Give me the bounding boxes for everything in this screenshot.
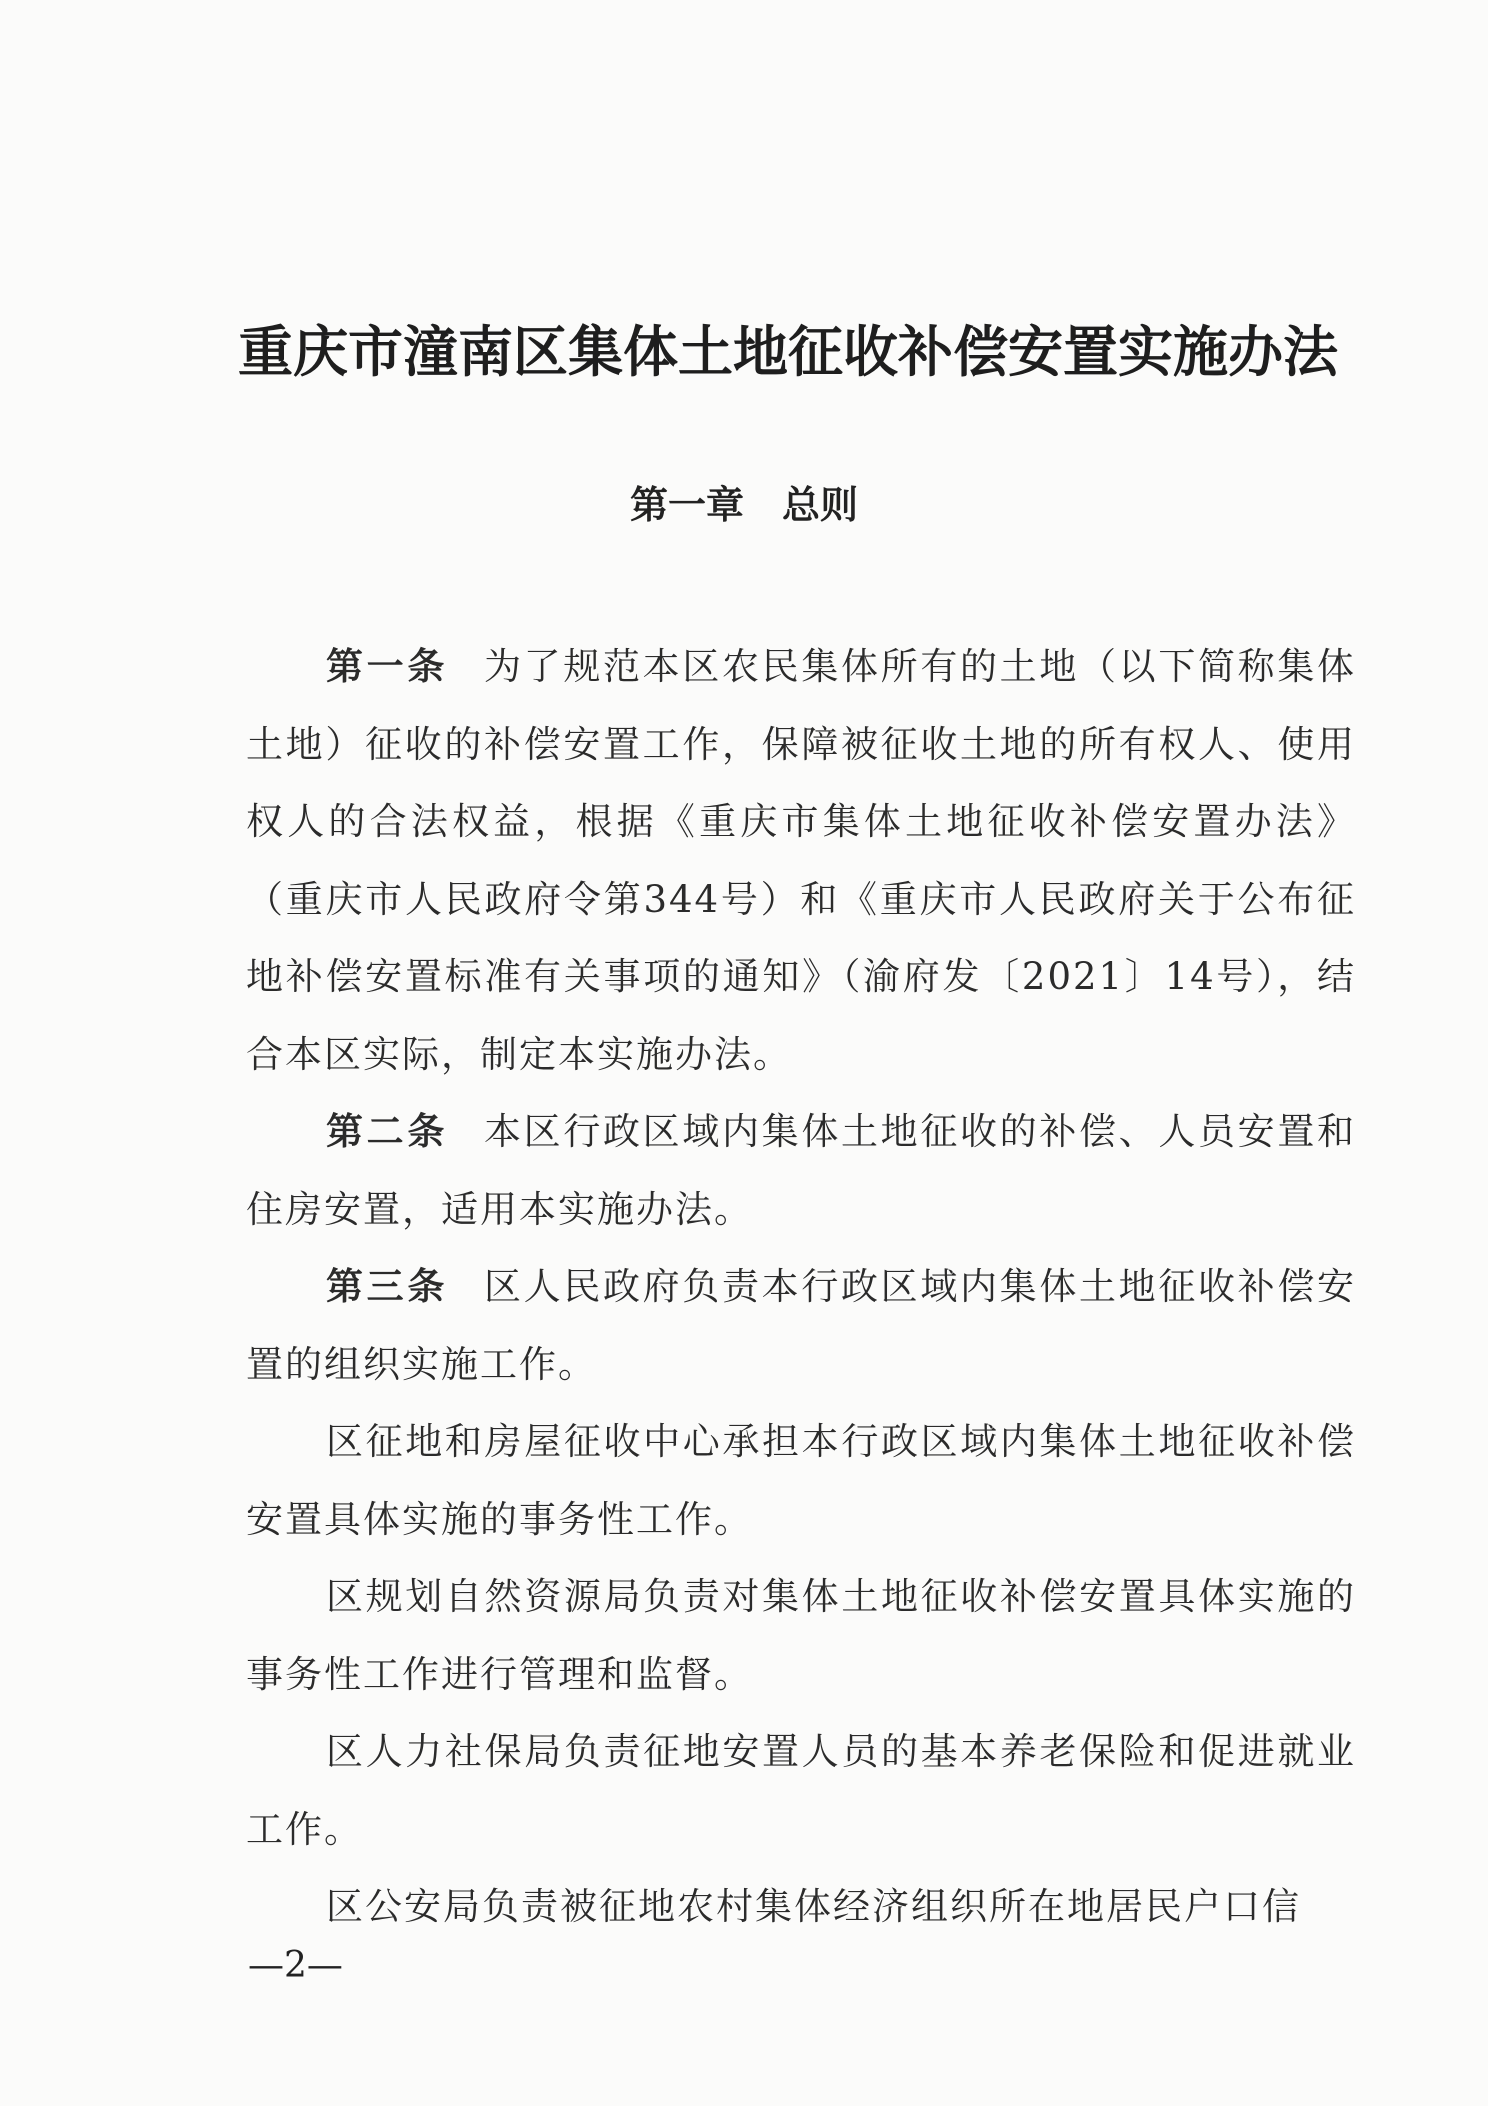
paragraph	[246, 1248, 1356, 1403]
paragraph-text: 本区行政区域内集体土地征收的补偿、人员安置和住房安置，适用本实施办法。	[246, 1110, 1356, 1231]
paragraph	[246, 1868, 1356, 1946]
page-number: —2—	[248, 1945, 343, 1986]
article-label: 第二条	[326, 1110, 448, 1153]
paragraph	[246, 1403, 1356, 1558]
paragraph-text: 区公安局负责被征地农村集体经济组织所在地居民户口信	[326, 1885, 1301, 1928]
paragraph	[246, 1093, 1356, 1248]
article-label: 第三条	[326, 1265, 448, 1308]
paragraph	[246, 628, 1356, 1093]
paragraph-text: 为了规范本区农民集体所有的土地（以下简称集体土地）征收的补偿安置工作，保障被征收土地的所有权人、使用权人的合法权益，根据《重庆市集体土地征收补偿安置办法》（重庆市人民政府令第344号）和《重庆市人民政府关于公布征地补偿安置标准有关事项的通知》（渝府发〔2021〕14号），结合本区实际，制定本实施办法。	[246, 645, 1356, 1076]
paragraph-text: 区人力社保局负责征地安置人员的基本养老保险和促进就业工作。	[246, 1730, 1356, 1851]
paragraph-text: 区人民政府负责本行政区域内集体土地征收补偿安置的组织实施工作。	[246, 1265, 1356, 1386]
document-body	[246, 628, 1356, 1946]
paragraph-text: 区征地和房屋征收中心承担本行政区域内集体土地征收补偿安置具体实施的事务性工作。	[246, 1420, 1356, 1541]
chapter-heading: 第一章 总则	[629, 483, 858, 527]
paragraph	[246, 1558, 1356, 1713]
paragraph	[246, 1713, 1356, 1868]
article-label: 第一条	[326, 645, 448, 688]
document-title: 重庆市潼南区集体土地征收补偿安置实施办法	[238, 320, 1339, 384]
paragraph-text: 区规划自然资源局负责对集体土地征收补偿安置具体实施的事务性工作进行管理和监督。	[246, 1575, 1356, 1696]
